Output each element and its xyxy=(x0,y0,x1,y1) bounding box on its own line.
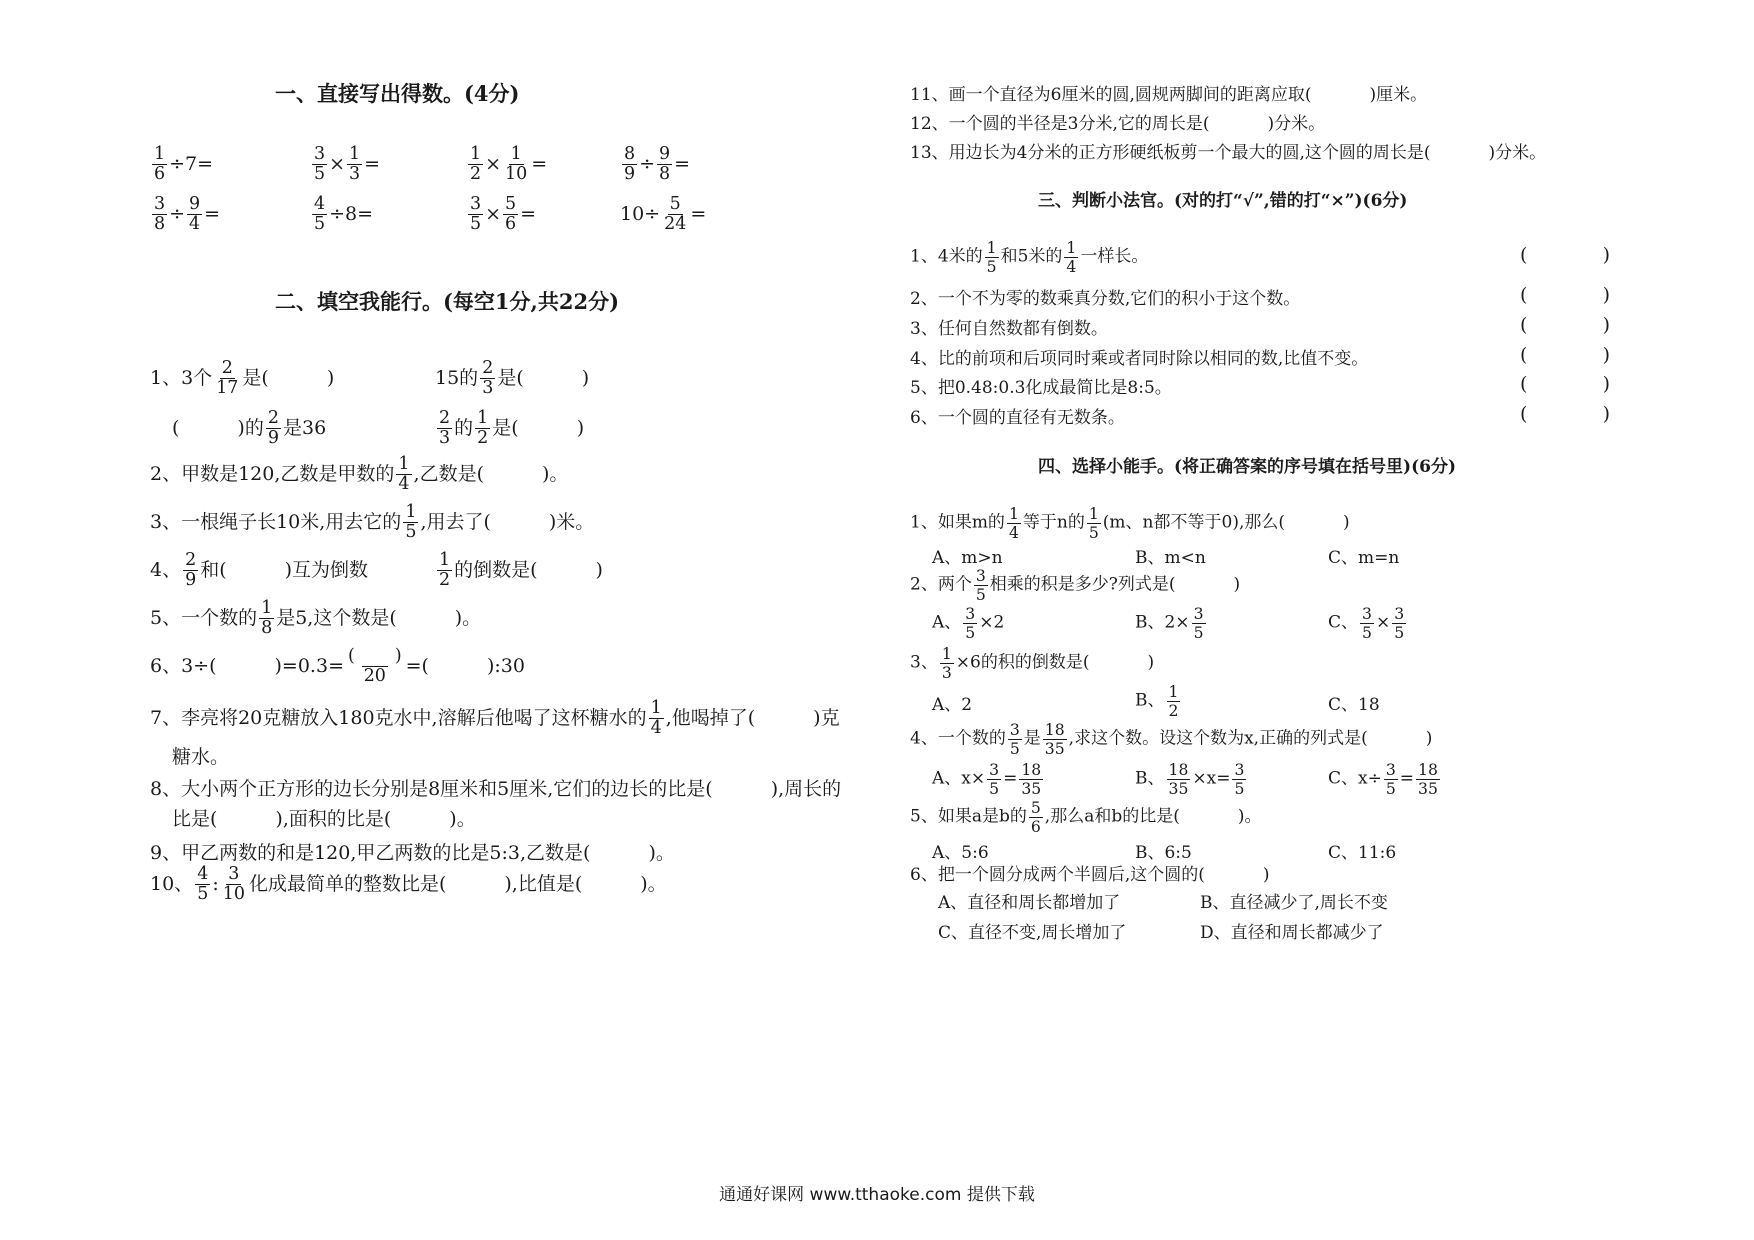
fill-q5: 5、一个数的 $\frac{1}{8}$ 是5,这个数是( )。 xyxy=(150,598,482,639)
choice-q3-a: A、2 xyxy=(932,695,973,715)
choice-q1-c: C、m=n xyxy=(1328,548,1400,568)
choice-q6-c: C、直径不变,周长增加了 xyxy=(938,923,1127,943)
fill-q1a: 1、3个 $\frac{2}{17}$ 是( ) xyxy=(150,358,335,399)
fill-q1d: $\frac{2}{3}$ 的 $\frac{1}{2}$ 是( ) xyxy=(439,408,585,449)
choice-q5: 5、如果a是b的 $\frac{5}{6}$ ,那么a和b的比是( )。 xyxy=(910,798,1262,836)
judge-answer-5[interactable]: ( ) xyxy=(1520,373,1610,395)
choice-q6: 6、把一个圆分成两个半圆后,这个圆的( ) xyxy=(910,865,1270,885)
choice-q5-a: A、5:6 xyxy=(932,843,989,863)
choice-q3-c: C、18 xyxy=(1328,695,1380,715)
choice-q6-d: D、直径和周长都减少了 xyxy=(1200,923,1384,943)
fill-q10: 10、 $\frac{4}{5}$ : $\frac{3}{10}$ 化成最简单的整数比是( ),比值是( )。 xyxy=(150,864,667,905)
fill-q6: 6、3÷( )=0.3= $\frac{( )}{20}$ =( ):30 xyxy=(150,646,525,687)
calc-item-4: $\frac{8}{9}$ ÷ $\frac{9}{8}$ = xyxy=(624,144,691,185)
choice-q3: 3、 $\frac{1}{3}$ ×6的积的倒数是( ) xyxy=(910,644,1155,682)
calc-item-2: $\frac{3}{5}$ × $\frac{1}{3}$ = xyxy=(314,144,381,185)
judge-answer-4[interactable]: ( ) xyxy=(1520,344,1610,366)
fill-q1c: ( )的 $\frac{2}{9}$ 是36 xyxy=(172,408,327,449)
judge-answer-2[interactable]: ( ) xyxy=(1520,284,1610,306)
calc-item-5: $\frac{3}{8}$ ÷ $\frac{9}{4}$ = xyxy=(154,194,221,235)
section1-title: 一、直接写出得数。(4分) xyxy=(275,81,520,106)
choice-q4: 4、一个数的 $\frac{3}{5}$ 是 $\frac{18}{35}$ ,求这个数。设这个数为x,正确的列式是( ) xyxy=(910,720,1433,758)
fill-q4a: 4、 $\frac{2}{9}$ 和( )互为倒数 xyxy=(150,550,369,591)
fill-q4b: $\frac{1}{2}$ 的倒数是( ) xyxy=(439,550,603,591)
fill-q8-line1: 8、大小两个正方形的边长分别是8厘米和5厘米,它们的边长的比是( ),周长的 xyxy=(150,778,842,800)
choice-q1-b: B、m<n xyxy=(1135,548,1206,568)
choice-q3-b: B、 $\frac{1}{2}$ xyxy=(1135,682,1179,720)
judge-q6: 6、一个圆的直径有无数条。 xyxy=(910,408,1125,428)
fill-q8-line2: 比是( ),面积的比是( )。 xyxy=(172,808,476,830)
calc-item-6: $\frac{4}{5}$ ÷8= xyxy=(314,194,374,235)
judge-q1: 1、4米的 $\frac{1}{5}$ 和5米的 $\frac{1}{4}$ 一样长。 xyxy=(910,238,1149,276)
fill-q7-line1: 7、李亮将20克糖放入180克水中,溶解后他喝了这杯糖水的 $\frac{1}{4}$ ,他喝掉了( )克 xyxy=(150,698,840,739)
calc-item-8: 10÷ $\frac{5}{24}$ = xyxy=(620,194,707,235)
fill-q12: 12、一个圆的半径是3分米,它的周长是( )分米。 xyxy=(910,114,1326,134)
page-footer: 通通好课网 www.tthaoke.com 提供下载 xyxy=(719,1185,1035,1205)
choice-q2-c: C、 $\frac{3}{5}$ × $\frac{3}{5}$ xyxy=(1328,604,1405,642)
judge-q5: 5、把0.48:0.3化成最简比是8:5。 xyxy=(910,378,1172,398)
choice-q1-a: A、m>n xyxy=(932,548,1003,568)
fill-q2: 2、甲数是120,乙数是甲数的 $\frac{1}{4}$ ,乙数是( )。 xyxy=(150,454,569,495)
judge-q3: 3、任何自然数都有倒数。 xyxy=(910,319,1108,339)
judge-q2: 2、一个不为零的数乘真分数,它们的积小于这个数。 xyxy=(910,289,1301,309)
fill-q3: 3、一根绳子长10米,用去它的 $\frac{1}{5}$ ,用去了( )米。 xyxy=(150,502,595,543)
fill-q9: 9、甲乙两数的和是120,甲乙两数的比是5:3,乙数是( )。 xyxy=(150,842,675,864)
section4-title: 四、选择小能手。(将正确答案的序号填在括号里)(6分) xyxy=(1038,457,1457,477)
choice-q6-a: A、直径和周长都增加了 xyxy=(938,893,1121,913)
choice-q2-a: A、 $\frac{3}{5}$ ×2 xyxy=(932,604,1005,642)
choice-q2: 2、两个 $\frac{3}{5}$ 相乘的积是多少?列式是( ) xyxy=(910,566,1241,604)
section2-title: 二、填空我能行。(每空1分,共22分) xyxy=(275,289,620,314)
choice-q6-b: B、直径减少了,周长不变 xyxy=(1200,893,1388,913)
choice-q4-b: B、 $\frac{18}{35}$ ×x= $\frac{3}{5}$ xyxy=(1135,760,1245,798)
calc-item-3: $\frac{1}{2}$ × $\frac{1}{10}$ = xyxy=(470,144,548,185)
choice-q4-c: C、x÷ $\frac{3}{5}$ = $\frac{18}{35}$ xyxy=(1328,760,1438,798)
fill-q1b: 15的 $\frac{2}{3}$ 是( ) xyxy=(435,358,590,399)
choice-q5-b: B、6:5 xyxy=(1135,843,1192,863)
judge-answer-1[interactable]: ( ) xyxy=(1520,244,1610,266)
calc-item-7: $\frac{3}{5}$ × $\frac{5}{6}$ = xyxy=(470,194,537,235)
choice-q1: 1、如果m的 $\frac{1}{4}$ 等于n的 $\frac{1}{5}$ (m、n都不等于0),那么( ) xyxy=(910,504,1350,542)
fill-q11: 11、画一个直径为6厘米的圆,圆规两脚间的距离应取( )厘米。 xyxy=(910,85,1428,105)
choice-q2-b: B、2× $\frac{3}{5}$ xyxy=(1135,604,1204,642)
judge-q4: 4、比的前项和后项同时乘或者同时除以相同的数,比值不变。 xyxy=(910,349,1369,369)
fill-q13: 13、用边长为4分米的正方形硬纸板剪一个最大的圆,这个圆的周长是( )分米。 xyxy=(910,143,1547,163)
section3-title: 三、判断小法官。(对的打“√”,错的打“×”)(6分) xyxy=(1038,191,1408,211)
choice-q5-c: C、11:6 xyxy=(1328,843,1397,863)
judge-answer-3[interactable]: ( ) xyxy=(1520,314,1610,336)
fill-q7-line2: 糖水。 xyxy=(172,746,230,768)
fraction: $\frac{1}{6}$ xyxy=(154,144,166,185)
calc-item-1: $\frac{1}{6}$ ÷7= xyxy=(154,144,214,185)
judge-answer-6[interactable]: ( ) xyxy=(1520,403,1610,425)
choice-q4-a: A、x× $\frac{3}{5}$ = $\frac{18}{35}$ xyxy=(932,760,1042,798)
